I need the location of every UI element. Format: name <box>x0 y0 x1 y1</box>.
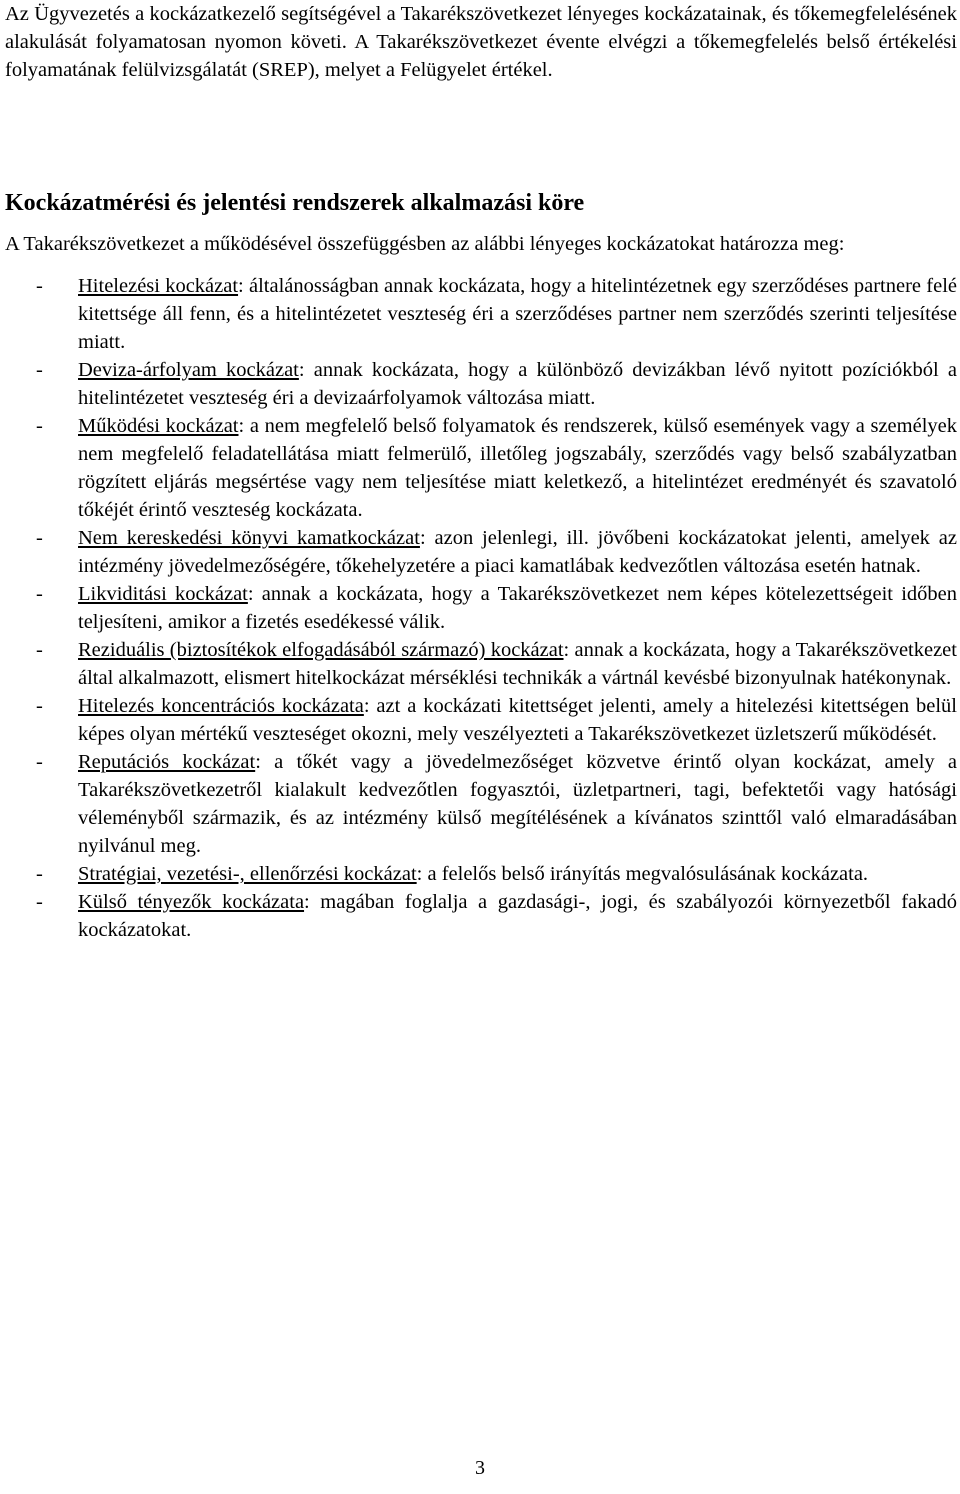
risk-definition: : a tőkét vagy a jövedelmezőséget közvetve érintő olyan kockázat, amely a Takarékszövetkezetről kialakult kedvezőtlen fogyasztói, üzletpartneri, tagi, befektetői vagy hatósági véleményből származik, és az intézmény külső megítélésének a kívánatos szinttől való elmaradásában nyilvánul meg. <box>78 751 958 857</box>
list-item <box>5 524 957 580</box>
risk-list <box>5 272 957 944</box>
risk-definition: : általánosságban annak kockázata, hogy a hitelintézetnek egy szerződéses partnere felé kitettsége áll fenn, és a hitelintézetet veszteség éri a szerződéses partner nem szerződés szerinti teljesítése miatt. <box>78 275 957 353</box>
list-dash: - <box>36 751 43 773</box>
risk-definition: : annak a kockázata, hogy a Takarékszövetkezet nem képes kötelezettségeit időben teljesíteni, amikor a fizetés esedékessé válik. <box>78 583 957 633</box>
risk-definition: : a nem megfelelő belső folyamatok és rendszerek, külső események vagy a személyek nem megfelelő feladatellátása miatt felmerülő, illetőleg jogszabály, szerződés vagy belső szabályzatban rögzített eljárás megsértése vagy nem teljesítése miatt keletkező, a hitelintézet eredményét és szavatoló tőkéjét érintő veszteség kockázata. <box>78 415 957 521</box>
list-item <box>5 692 957 748</box>
risk-definition: : annak kockázata, hogy a különböző devizákban lévő nyitott pozíciókból a hitelintézetet veszteség éri a devizaárfolyamok változása miatt. <box>78 359 957 409</box>
list-item <box>5 636 957 692</box>
risk-term: Külső tényezők kockázata <box>78 891 305 913</box>
section-heading: Kockázatmérési és jelentési rendszerek alkalmazási köre <box>5 190 585 216</box>
risk-term: Reputációs kockázat <box>78 751 256 773</box>
intro-paragraph: Az Ügyvezetés a kockázatkezelő segítségével a Takarékszövetkezet lényeges kockázatainak, és tőkemegfelelésének alakulását folyamatosan nyomon követi. A Takarékszövetkezet évente elvégzi a tőkemegfelelés belső értékelési folyamatának felülvizsgálatát (SREP), melyet a Felügyelet értékel. <box>5 3 957 81</box>
list-dash: - <box>36 275 43 297</box>
list-dash: - <box>36 359 43 381</box>
risk-term: Nem kereskedési könyvi kamatkockázat <box>78 527 420 549</box>
list-item <box>5 412 957 524</box>
list-dash: - <box>36 639 43 661</box>
risk-term: Likviditási kockázat <box>78 583 248 605</box>
list-dash: - <box>36 415 43 437</box>
risk-term: Működési kockázat <box>78 415 239 437</box>
list-dash: - <box>36 863 43 885</box>
lead-paragraph: A Takarékszövetkezet a működésével összefüggésben az alábbi lényeges kockázatokat határozza meg: <box>5 233 845 255</box>
list-item <box>5 272 957 356</box>
list-item <box>5 580 957 636</box>
list-item <box>5 888 957 944</box>
list-item <box>5 748 957 860</box>
list-dash: - <box>36 891 43 913</box>
risk-term: Hitelezési kockázat <box>78 275 239 297</box>
risk-term: Stratégiai, vezetési-, ellenőrzési kockázat <box>78 863 417 885</box>
document-page <box>5 0 957 944</box>
risk-term: Hitelezés koncentrációs kockázata <box>78 695 364 717</box>
list-dash: - <box>36 583 43 605</box>
risk-definition: : azt a kockázati kitettséget jelenti, amely a hitelezési kitettségen belül képes olyan mértékű veszteséget okozni, mely veszélyezteti a Takarékszövetkezet üzletszerű működését. <box>78 695 957 745</box>
risk-term: Reziduális (biztosítékok elfogadásából származó) kockázat <box>78 639 564 661</box>
risk-term: Deviza-árfolyam kockázat <box>78 359 299 381</box>
list-item <box>5 860 957 888</box>
risk-definition: : a felelős belső irányítás megvalósulásának kockázata. <box>416 863 869 885</box>
list-dash: - <box>36 527 43 549</box>
page-number: 3 <box>475 1457 485 1479</box>
list-item <box>5 356 957 412</box>
list-dash: - <box>36 695 43 717</box>
risk-definition: : magában foglalja a gazdasági-, jogi, és szabályozói környezetből fakadó kockázatokat. <box>78 891 957 941</box>
risk-definition: : azon jelenlegi, ill. jövőbeni kockázatokat jelenti, amelyek az intézmény jövedelmezőségére, tőkehelyzetére a piaci kamatlábak kedvezőtlen változása esetén hatnak. <box>78 527 957 577</box>
risk-definition: : annak a kockázata, hogy a Takarékszövetkezet által alkalmazott, elismert hitelkockázat mérséklési technikák a vártnál kevésbé bizonyulnak hatékonynak. <box>78 639 957 689</box>
